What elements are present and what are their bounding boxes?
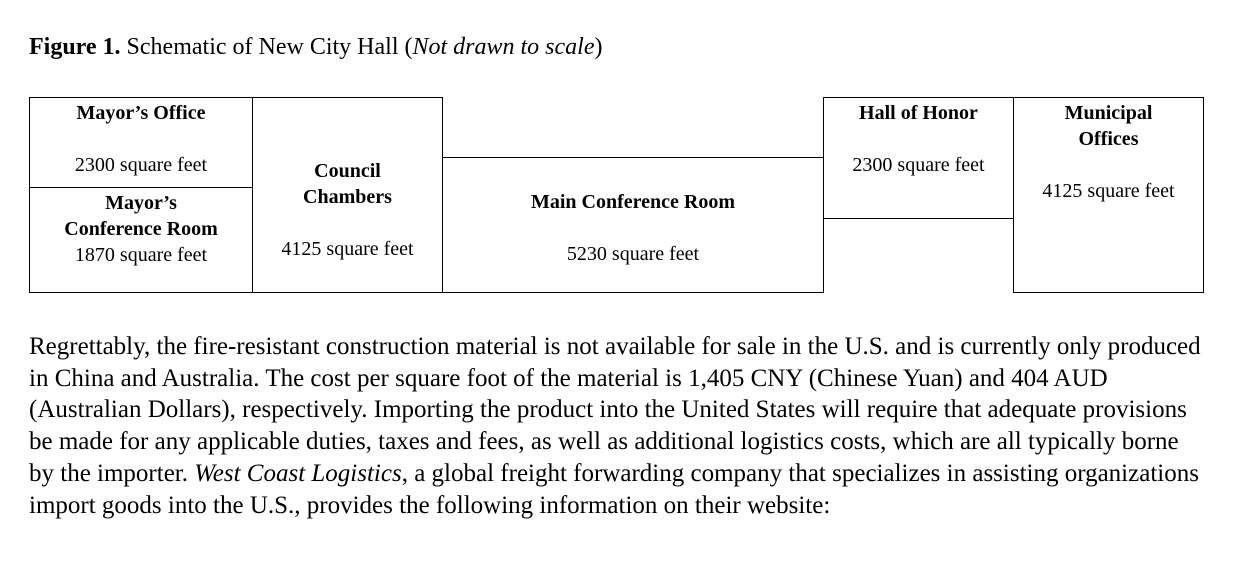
room-area: 4125 square feet <box>281 238 414 260</box>
municipal-offices-text <box>1013 100 1204 204</box>
room-name-line1: Council <box>314 160 381 182</box>
room-area: 4125 square feet <box>1042 180 1175 202</box>
figure-scale-note: Not drawn to scale <box>412 34 595 60</box>
mayors-divider <box>29 187 253 188</box>
room-area: 2300 square feet <box>852 154 985 176</box>
figure-caption <box>29 32 603 62</box>
room-name-line2: Conference Room <box>64 218 218 240</box>
figure-title: Schematic of New City Hall ( <box>126 34 413 60</box>
room-name-line2: Chambers <box>303 186 392 208</box>
paragraph-text-2: , a global freight forwarding company that specializes in assisting organizations import goods into the U.S., provides the following information on their website: <box>29 459 1199 519</box>
room-name-line1: Mayor’s <box>105 192 177 214</box>
room-mayors-conference <box>29 190 253 268</box>
room-name: Hall of Honor <box>859 102 978 124</box>
room-name: Main Conference Room <box>530 191 736 213</box>
figure-title-close: ) <box>594 34 603 60</box>
paragraph-text-1: Regrettably, the fire-resistant construction material is not available for sale in the U.S. and is currently only produced in China and Australia. The cost per square foot of the material is 1,405 CNY (Chinese Yuan) and 404 AUD (Australian Dollars), respectively. Importing the product into the United States will require that adequate provisions be made for any applicable duties, taxes and fees, as well as additional logistics costs, which are all typically borne by the importer. <box>29 333 1201 487</box>
room-name-line1: Municipal <box>1064 102 1153 124</box>
company-name: West Coast Logistics <box>194 459 402 487</box>
figure-label: Figure 1. <box>29 34 121 60</box>
room-area: 1870 square feet <box>74 244 208 266</box>
room-name-line2: Offices <box>1078 128 1139 150</box>
hall-of-honor-lower-wall <box>823 218 824 293</box>
main-conference-text <box>442 189 824 267</box>
room-area: 5230 square feet <box>566 243 700 265</box>
room-mayors-office <box>29 100 253 178</box>
hall-of-honor-text <box>823 100 1014 178</box>
room-area: 2300 square feet <box>74 154 208 176</box>
body-paragraph <box>29 331 1209 521</box>
room-name: Mayor’s Office <box>76 102 206 124</box>
council-chambers-text <box>252 158 443 262</box>
